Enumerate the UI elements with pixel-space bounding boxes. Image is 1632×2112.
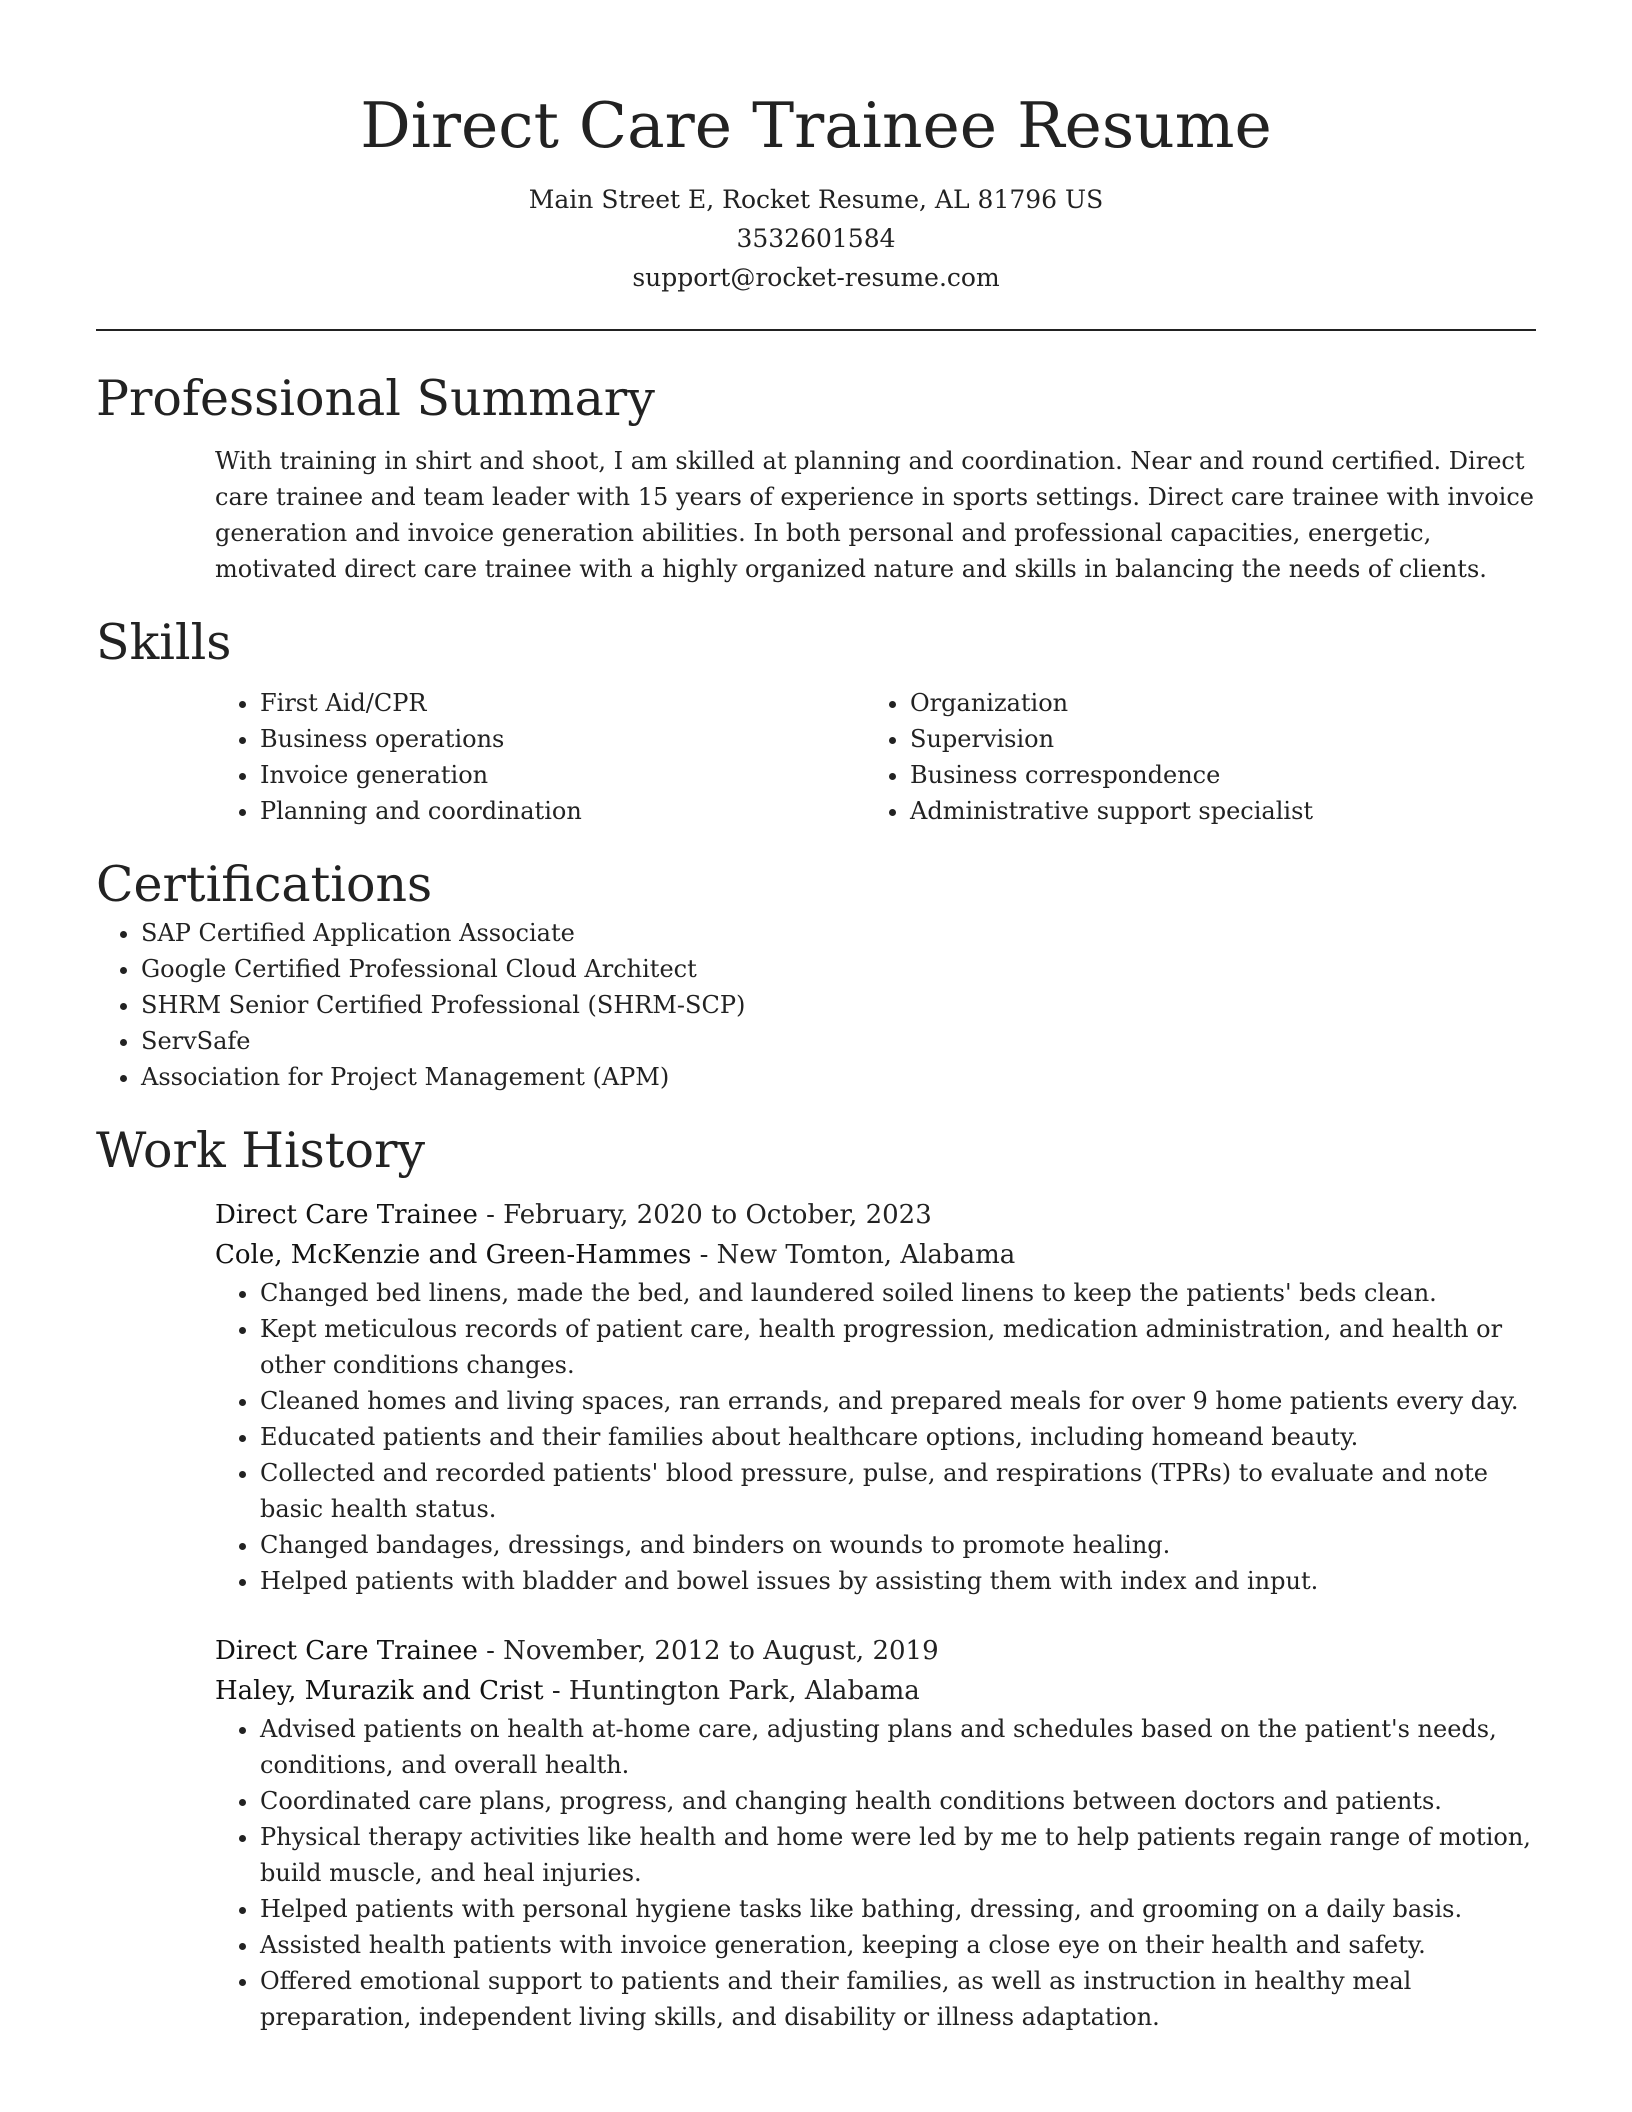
- skill-item: • Invoice generation: [260, 757, 865, 793]
- certification-item: • Association for Project Management (APM): [141, 1059, 1536, 1095]
- certification-item: • SAP Certified Application Associate: [141, 915, 1536, 951]
- job-company: Cole, McKenzie and Green-Hammes: [215, 1240, 692, 1270]
- skill-item: • Business operations: [260, 721, 865, 757]
- certification-item: • Google Certified Professional Cloud Architect: [141, 951, 1536, 987]
- contact-address: Main Street E, Rocket Resume, AL 81796 US: [528, 185, 1104, 214]
- skills-heading: Skills: [96, 614, 232, 671]
- job-duties-list: [215, 1275, 1536, 1599]
- contact-email: support@rocket-resume.com: [632, 263, 1000, 292]
- job-duty-item: • Offered emotional support to patients and their families, as well as instruction in healthy meal preparation, independent living skills, and disability or illness adaptation.: [260, 1963, 1536, 2035]
- job-location: - New Tomton, Alabama: [691, 1240, 1016, 1270]
- skills-column-left: [215, 685, 865, 829]
- summary-heading: Professional Summary: [96, 370, 655, 427]
- job-dates: - November, 2012 to August, 2019: [477, 1636, 939, 1666]
- job-duty-item: • Educated patients and their families about healthcare options, including homeand beauty.: [260, 1419, 1536, 1455]
- resume-title: Direct Care Trainee Resume: [360, 89, 1272, 162]
- work-history-heading: Work History: [96, 1122, 426, 1179]
- skill-item: • Organization: [910, 685, 1536, 721]
- job-company-line: [215, 1671, 1536, 1711]
- job-duty-item: • Advised patients on health at-home care, adjusting plans and schedules based on the patient's needs, conditions, and overall health.: [260, 1711, 1536, 1783]
- job-duty-item: • Assisted health patients with invoice generation, keeping a close eye on their health and safety.: [260, 1927, 1536, 1963]
- certifications-heading: Certifications: [96, 856, 433, 913]
- job-duty-item: • Coordinated care plans, progress, and changing health conditions between doctors and patients.: [260, 1783, 1536, 1819]
- skill-item: • Planning and coordination: [260, 793, 865, 829]
- skills-column-right: [865, 685, 1536, 829]
- job-location: - Huntington Park, Alabama: [543, 1676, 920, 1706]
- job-role: Direct Care Trainee: [215, 1200, 478, 1230]
- job-role-line: [215, 1631, 1536, 1671]
- job-entry: [215, 1195, 1536, 1599]
- certification-item: • SHRM Senior Certified Professional (SHRM-SCP): [141, 987, 1536, 1023]
- job-entry: [215, 1631, 1536, 2035]
- job-duty-item: • Physical therapy activities like health and home were led by me to help patients regain range of motion, build muscle, and heal injuries.: [260, 1819, 1536, 1891]
- skill-item: • Business correspondence: [910, 757, 1536, 793]
- job-duty-item: • Cleaned homes and living spaces, ran errands, and prepared meals for over 9 home patients every day.: [260, 1383, 1536, 1419]
- certifications-list: [96, 915, 1536, 1095]
- job-duty-item: • Helped patients with personal hygiene tasks like bathing, dressing, and grooming on a daily basis.: [260, 1891, 1536, 1927]
- skill-item: • Administrative support specialist: [910, 793, 1536, 829]
- skills-list: [215, 685, 1536, 829]
- job-company: Haley, Murazik and Crist: [215, 1676, 544, 1706]
- job-duty-item: • Changed bandages, dressings, and binders on wounds to promote healing.: [260, 1527, 1536, 1563]
- header-divider: [96, 329, 1536, 331]
- summary-text: With training in shirt and shoot, I am skilled at planning and coordination. Near and round certified. Direct care trainee and team leader with 15 years of experience in sports settings. Direct care trainee with invoice generation and invoice generation abilities. In both personal and professional capacities, energetic, motivated direct care trainee with a highly organized nature and skills in balancing the needs of clients.: [215, 447, 1534, 583]
- job-duty-item: • Helped patients with bladder and bowel issues by assisting them with index and input.: [260, 1563, 1536, 1599]
- job-duties-list: [215, 1711, 1536, 2035]
- resume-header: [96, 0, 1536, 297]
- job-role-line: [215, 1195, 1536, 1235]
- job-company-line: [215, 1235, 1536, 1275]
- skill-item: • Supervision: [910, 721, 1536, 757]
- certification-item: • ServSafe: [141, 1023, 1536, 1059]
- job-duty-item: • Kept meticulous records of patient care, health progression, medication administration, and health or other conditions changes.: [260, 1311, 1536, 1383]
- contact-info: [96, 180, 1536, 297]
- contact-phone: 3532601584: [736, 224, 896, 253]
- job-dates: - February, 2020 to October, 2023: [477, 1200, 932, 1230]
- job-duty-item: • Changed bed linens, made the bed, and laundered soiled linens to keep the patients' beds clean.: [260, 1275, 1536, 1311]
- skill-item: • First Aid/CPR: [260, 685, 865, 721]
- job-duty-item: • Collected and recorded patients' blood pressure, pulse, and respirations (TPRs) to evaluate and note basic health status.: [260, 1455, 1536, 1527]
- job-role: Direct Care Trainee: [215, 1636, 478, 1666]
